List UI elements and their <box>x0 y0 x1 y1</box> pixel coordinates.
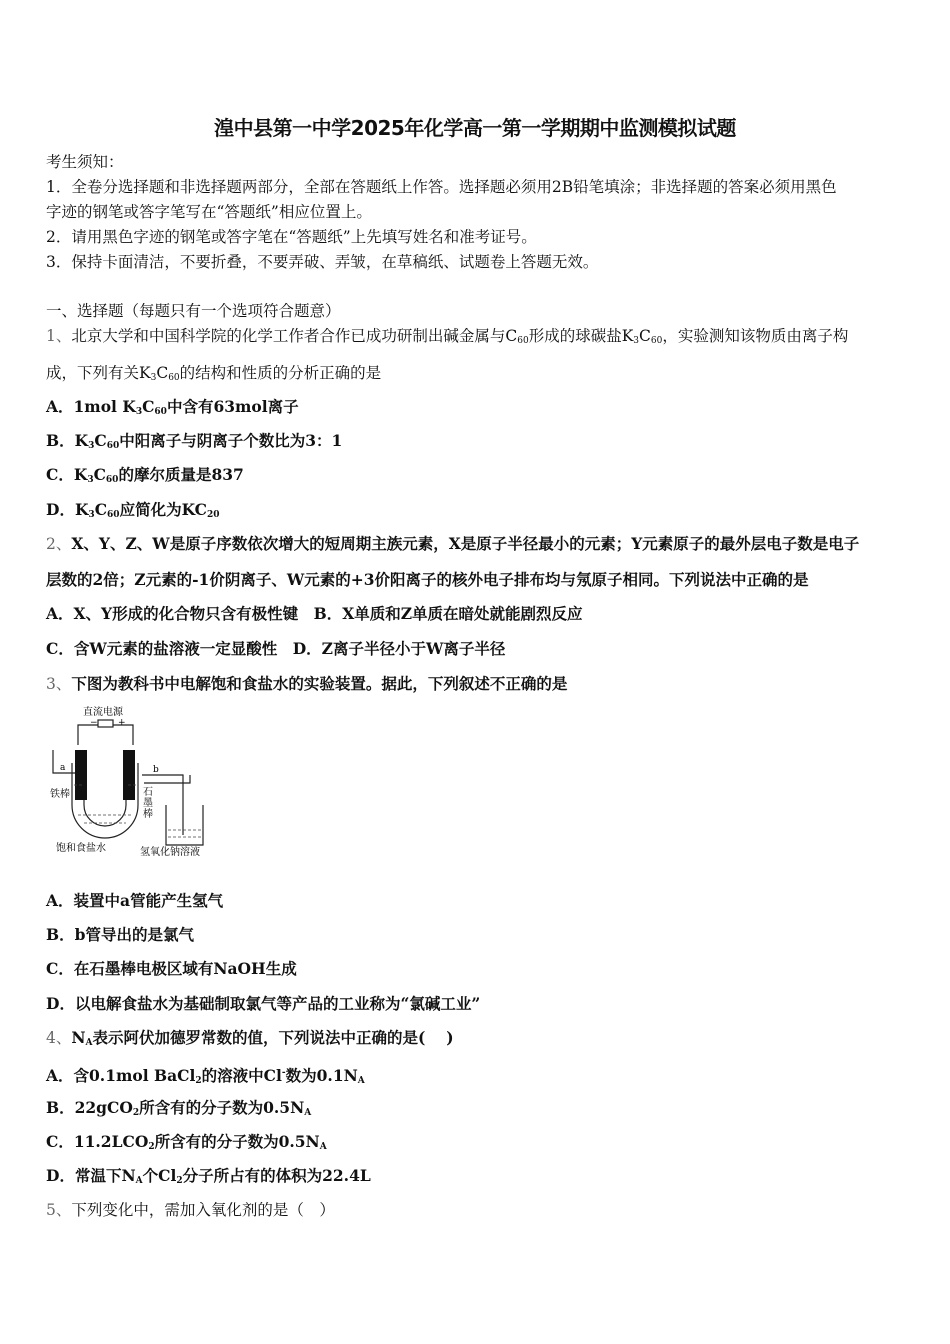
text-segment: A．含0.1mol BaCl <box>46 1066 196 1086</box>
text-segment: D．以电解食盐水为基础制取氯气等产品的工业称为“氯碱工业” <box>46 994 481 1013</box>
text-segment: B．K <box>46 431 89 450</box>
text-segment: C <box>639 327 651 345</box>
document-line <box>46 674 567 694</box>
text-segment: A．X、Y形成的化合物只含有极性键 B．X单质和Z单质在暗处就能剧烈反应 <box>46 604 583 623</box>
text-segment: 1．全卷分选择题和非选择题两部分，全部在答题纸上作答。选择题必须用2B铅笔填涂；非选择题的答案必须用黑色 <box>46 178 837 196</box>
question-number: 5、 <box>46 1201 72 1219</box>
text-segment: 数为0.1N <box>285 1066 358 1086</box>
subscript: 3 <box>135 407 143 417</box>
text-segment: 层数的2倍；Z元素的-1价阴离子、W元素的+3价阳离子的核外电子排布均与氖原子相同。下列说法中正确的是 <box>46 570 809 589</box>
question-number: 3、 <box>46 675 72 693</box>
document-line <box>46 1098 311 1123</box>
text-segment: B．b管导出的是氯气 <box>46 925 194 944</box>
document-line <box>46 301 341 321</box>
document-line <box>46 604 583 624</box>
document-line <box>46 891 223 911</box>
subscript: 60 <box>517 336 529 346</box>
text-segment: 成，下列有关K <box>46 364 151 382</box>
subscript: A <box>85 1038 93 1048</box>
naoh-solution-label: 氢氧化钠溶液 <box>140 847 200 858</box>
document-line <box>46 500 220 525</box>
document-line <box>46 152 124 172</box>
text-segment: 表示阿伏加德罗常数的值，下列说法中正确的是( ) <box>92 1028 454 1047</box>
text-segment: 考生须知： <box>46 153 124 171</box>
text-segment: D．K <box>46 500 89 519</box>
document-line <box>46 925 194 945</box>
subscript: 60 <box>154 407 167 417</box>
text-segment: 一、选择题（每题只有一个选项符合题意） <box>46 302 341 320</box>
electrolysis-apparatus-figure <box>48 705 218 860</box>
tube-a-label: a <box>60 763 66 773</box>
text-segment: C．含W元素的盐溶液一定显酸性 D．Z离子半径小于W离子半径 <box>46 639 506 658</box>
document-line <box>46 202 372 222</box>
text-segment: 字迹的钢笔或答字笔写在“答题纸”相应位置上。 <box>46 203 372 221</box>
text-segment: A．装置中a管能产生氢气 <box>46 891 224 910</box>
subscript: 2 <box>195 1076 202 1087</box>
subscript: 60 <box>107 510 120 520</box>
iron-rod-label: 铁棒 <box>50 789 70 800</box>
text-segment: C <box>142 397 155 416</box>
text-segment: 2．请用黑色字迹的钢笔或答字笔在“答题纸”上先填写姓名和准考证号。 <box>46 228 537 246</box>
text-segment: 分子所占有的体积为22.4L <box>182 1166 371 1185</box>
document-line <box>46 994 480 1014</box>
text-segment: 的溶液中Cl <box>201 1066 282 1086</box>
question-number: 2、 <box>46 535 72 553</box>
document-line <box>46 534 859 554</box>
positive-terminal-label: + <box>118 718 126 728</box>
document-line <box>46 177 837 197</box>
subscript: A <box>319 1142 327 1152</box>
text-segment: C <box>93 465 106 484</box>
tube-b-label: b <box>153 765 159 775</box>
text-segment: 下图为教科书中电解饱和食盐水的实验装置。据此，下列叙述不正确的是 <box>71 674 568 693</box>
text-segment: C．11.2LCO <box>46 1132 149 1151</box>
subscript: 60 <box>168 373 180 383</box>
text-segment: 中阳离子与阴离子个数比为3：1 <box>119 431 343 450</box>
text-segment: 中含有63mol离子 <box>166 397 299 416</box>
text-segment: 个Cl <box>142 1166 177 1185</box>
superscript: - <box>281 1068 286 1078</box>
document-line <box>46 252 598 272</box>
document-line <box>46 227 537 247</box>
document-line <box>46 570 809 590</box>
text-segment: C <box>156 364 169 382</box>
document-line <box>46 959 297 979</box>
subscript: 2 <box>148 1142 155 1152</box>
power-source-label: 直流电源 <box>83 707 123 718</box>
document-line <box>46 1028 454 1053</box>
text-segment: C <box>94 500 108 519</box>
negative-terminal-label: − <box>90 718 98 728</box>
text-segment: C <box>94 431 107 450</box>
text-segment: X、Y、Z、W是原子序数依次增大的短周期主族元素，X是原子半径最小的元素；Y元素原子的最外层电子数是电子 <box>71 534 860 553</box>
text-segment: 北京大学和中国科学院的化学工作者合作已成功研制出碱金属与C <box>71 327 518 345</box>
question-number: 4、 <box>46 1029 72 1047</box>
text-segment: 的摩尔质量是837 <box>118 465 244 484</box>
graphite-rod-label-2: 墨 <box>143 798 153 809</box>
document-line <box>46 363 381 388</box>
subscript: 2 <box>176 1176 183 1186</box>
subscript: 2 <box>132 1108 140 1118</box>
brine-label: 饱和食盐水 <box>56 843 106 854</box>
document-line <box>46 639 505 659</box>
subscript: 60 <box>105 475 119 485</box>
document-line <box>46 431 342 456</box>
subscript: 60 <box>106 441 120 451</box>
subscript: 3 <box>87 475 94 485</box>
subscript: A <box>357 1076 365 1087</box>
text-segment: 形成的球碳盐K <box>528 327 634 345</box>
subscript: 60 <box>650 336 663 346</box>
text-segment: 应简化为KC <box>119 500 207 519</box>
text-segment: 的结构和性质的分析正确的是 <box>179 364 382 382</box>
graphite-rod-label-3: 棒 <box>143 809 153 820</box>
subscript: 3 <box>633 336 640 346</box>
graphite-rod-label-1: 石 <box>143 787 153 798</box>
subscript: 3 <box>88 510 95 520</box>
document-line <box>46 1166 371 1191</box>
subscript: A <box>135 1176 143 1186</box>
document-line <box>46 465 244 490</box>
document-line <box>46 1200 335 1220</box>
subscript: 3 <box>88 441 95 451</box>
subscript: 20 <box>206 510 220 520</box>
document-line <box>46 397 299 422</box>
text-segment: 下列变化中，需加入氧化剂的是（ ） <box>71 1201 335 1219</box>
document-line <box>46 1063 365 1091</box>
text-segment: 所含有的分子数为0.5N <box>154 1132 320 1151</box>
text-segment: B．22gCO <box>46 1098 133 1117</box>
text-segment: C．K <box>46 465 88 484</box>
text-segment: N <box>71 1028 86 1047</box>
text-segment: 3．保持卡面清洁，不要折叠，不要弄破、弄皱，在草稿纸、试题卷上答题无效。 <box>46 253 599 271</box>
text-segment: ，实验测知该物质由离子构 <box>662 327 849 345</box>
text-segment: C．在石墨棒电极区域有NaOH生成 <box>46 959 297 978</box>
text-segment: D．常温下N <box>46 1166 136 1185</box>
text-segment: 所含有的分子数为0.5N <box>139 1098 305 1117</box>
question-number: 1、 <box>46 327 72 345</box>
subscript: 3 <box>150 373 157 383</box>
subscript: A <box>304 1108 312 1118</box>
text-segment: A．1mol K <box>46 397 136 416</box>
page-title: 湟中县第一中学2025年化学高一第一学期期中监测模拟试题 <box>214 116 736 140</box>
document-line <box>46 326 848 351</box>
document-line <box>46 1132 327 1157</box>
